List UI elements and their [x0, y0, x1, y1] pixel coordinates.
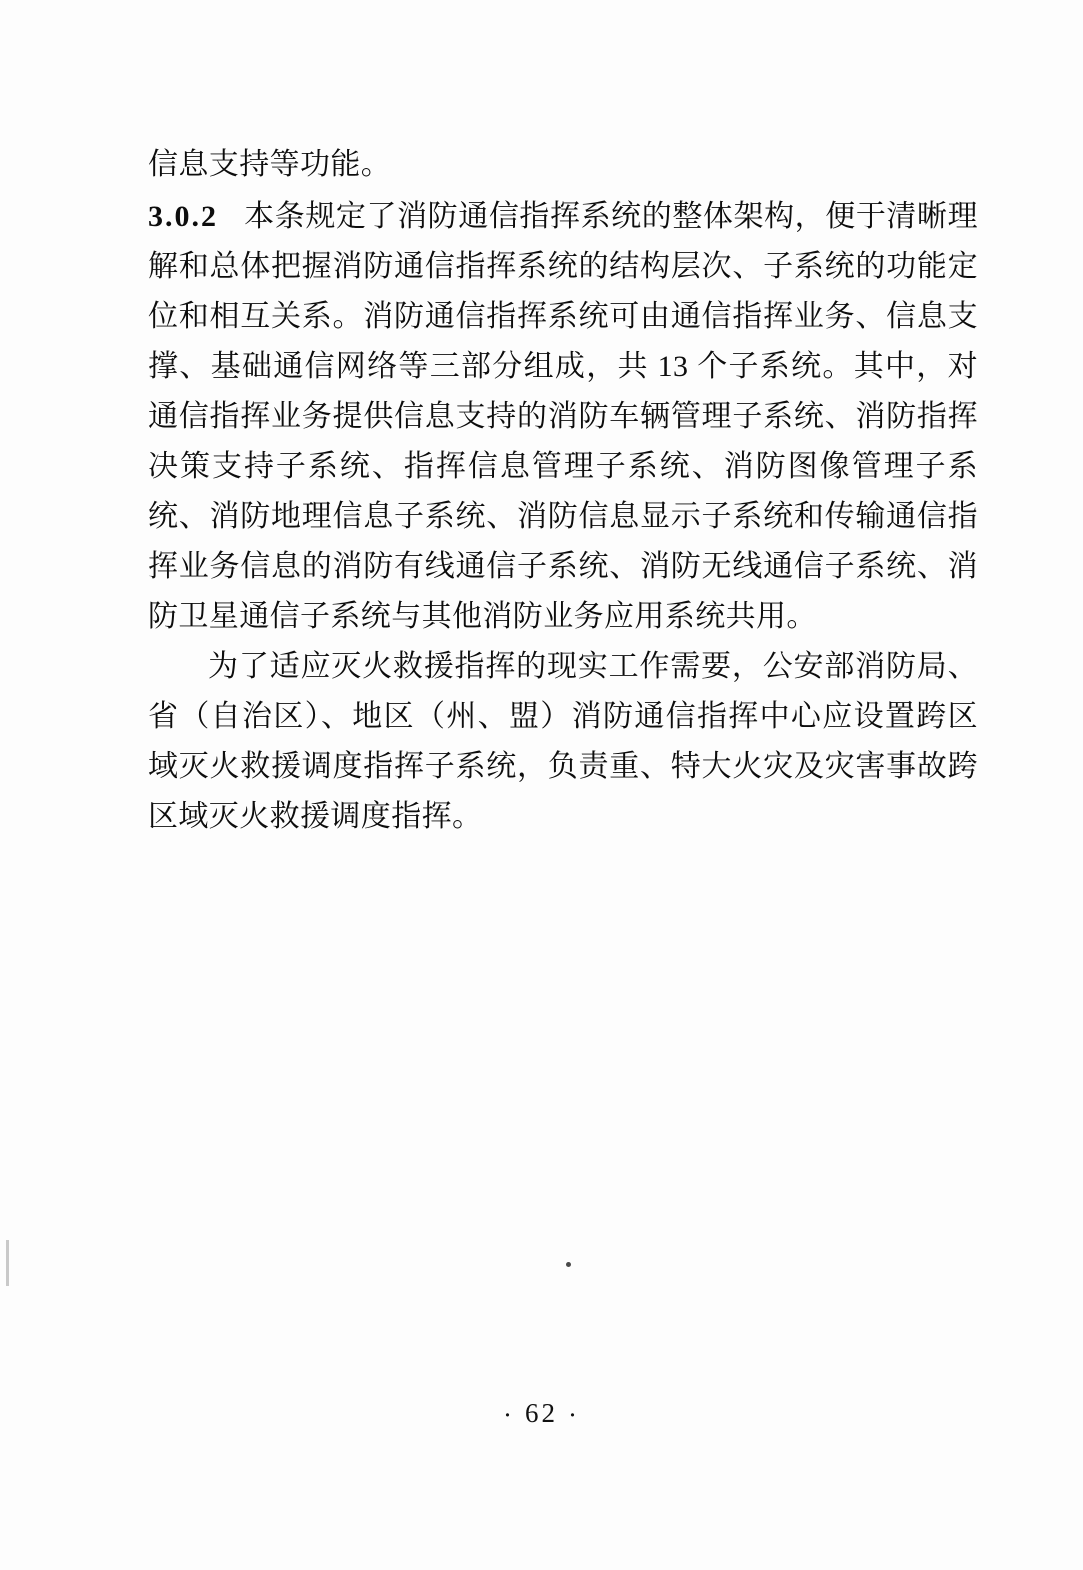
clause-number: 3.0.2 [148, 200, 218, 233]
paragraph-body: 为了适应灭火救援指挥的现实工作需要，公安部消防局、省（自治区）、地区（州、盟）消防通信指挥中心应设置跨区域灭火救援调度指挥子系统，负责重、特大火灾及灾害事故跨区域灭火救援调度指挥。 [148, 650, 978, 833]
page-footer [0, 1398, 1083, 1431]
page-content [148, 140, 978, 842]
stray-ink-dot [566, 1262, 571, 1267]
footer-dot-left: · [503, 1400, 515, 1431]
clause-paragraph [148, 192, 978, 642]
paragraph-continuation: 信息支持等功能。 [148, 148, 392, 181]
footer-dot-right: · [568, 1400, 580, 1431]
clause-body-text: 本条规定了消防通信指挥系统的整体架构，便于清晰理解和总体把握消防通信指挥系统的结构层次、子系统的功能定位和相互关系。消防通信指挥系统可由通信指挥业务、信息支撑、基础通信网络等三部分组成，共 13 个子系统。其中，对通信指挥业务提供信息支持的消防车辆管理子系统、消防指挥决策支持子系统、指挥信息管理子系统、消防图像管理子系统、消防地理信息子系统、消防信息显示子系统和传输通信指挥业务信息的消防有线通信子系统、消防无线通信子系统、消防卫星通信子系统与其他消防业务应用系统共用。 [148, 200, 978, 633]
page-number: 62 [525, 1398, 558, 1428]
page-edge-mark [6, 1240, 9, 1286]
